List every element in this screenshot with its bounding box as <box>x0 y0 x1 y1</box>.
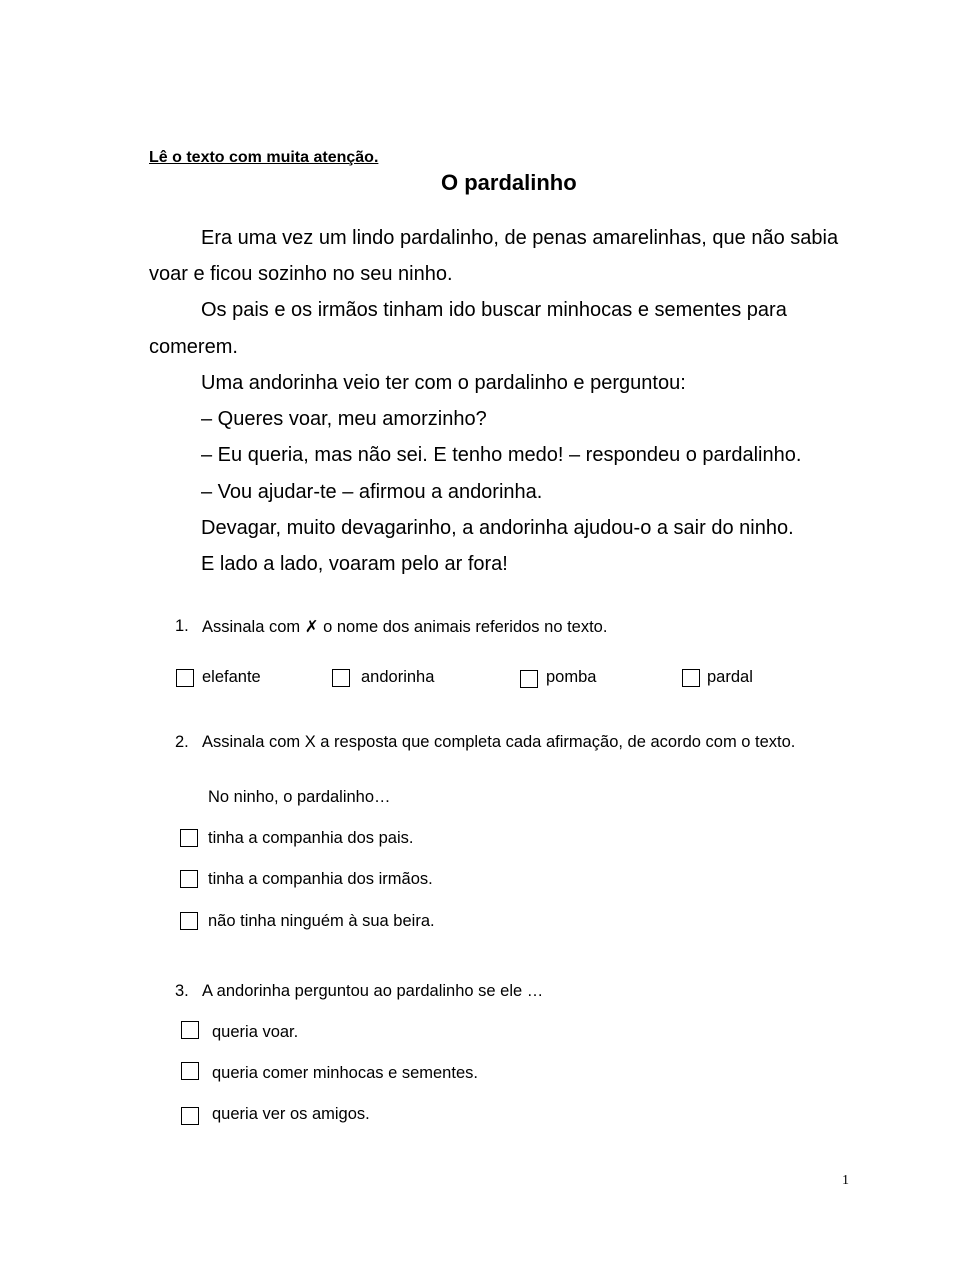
instruction: Lê o texto com muita atenção. <box>149 149 379 166</box>
checkbox-pomba[interactable] <box>520 670 538 688</box>
question-number: 3. <box>175 982 189 1000</box>
question-number: 2. <box>175 733 189 751</box>
question-stem: No ninho, o pardalinho… <box>208 788 391 806</box>
question-text: Assinala com ✗ o nome dos animais referidos no texto. <box>202 618 608 636</box>
question-text: A andorinha perguntou ao pardalinho se ele … <box>202 982 544 1000</box>
checkbox-option[interactable] <box>181 1021 199 1039</box>
checkbox-option[interactable] <box>180 870 198 888</box>
option-label: pomba <box>546 668 597 686</box>
option-label: queria voar. <box>212 1023 299 1041</box>
story-line: Os pais e os irmãos tinham ido buscar minhocas e sementes para <box>201 299 787 321</box>
story-line: – Eu queria, mas não sei. E tenho medo! – respondeu o pardalinho. <box>201 444 802 466</box>
option-label: andorinha <box>361 668 435 686</box>
checkbox-option[interactable] <box>180 829 198 847</box>
question-text: Assinala com X a resposta que completa cada afirmação, de acordo com o texto. <box>202 733 796 751</box>
option-label: tinha a companhia dos pais. <box>208 829 414 847</box>
story-line: Devagar, muito devagarinho, a andorinha ajudou-o a sair do ninho. <box>201 517 794 539</box>
option-label: pardal <box>707 668 753 686</box>
checkbox-elefante[interactable] <box>176 669 194 687</box>
option-label: queria ver os amigos. <box>212 1105 370 1123</box>
story-line: Uma andorinha veio ter com o pardalinho e perguntou: <box>201 372 686 394</box>
question-number: 1. <box>175 617 189 635</box>
page-number: 1 <box>842 1173 849 1188</box>
story-line: – Vou ajudar-te – afirmou a andorinha. <box>201 481 543 503</box>
option-label: não tinha ninguém à sua beira. <box>208 912 435 930</box>
option-label: tinha a companhia dos irmãos. <box>208 870 433 888</box>
story-line: E lado a lado, voaram pelo ar fora! <box>201 553 508 575</box>
story-line: – Queres voar, meu amorzinho? <box>201 408 487 430</box>
story-line: Era uma vez um lindo pardalinho, de penas amarelinhas, que não sabia <box>201 227 839 249</box>
page-title: O pardalinho <box>441 170 577 195</box>
option-label: elefante <box>202 668 261 686</box>
checkbox-pardal[interactable] <box>682 669 700 687</box>
story-line: voar e ficou sozinho no seu ninho. <box>149 263 453 285</box>
checkbox-option[interactable] <box>180 912 198 930</box>
checkbox-andorinha[interactable] <box>332 669 350 687</box>
option-label: queria comer minhocas e sementes. <box>212 1064 478 1082</box>
checkbox-option[interactable] <box>181 1062 199 1080</box>
checkbox-option[interactable] <box>181 1107 199 1125</box>
story-line: comerem. <box>149 336 238 358</box>
